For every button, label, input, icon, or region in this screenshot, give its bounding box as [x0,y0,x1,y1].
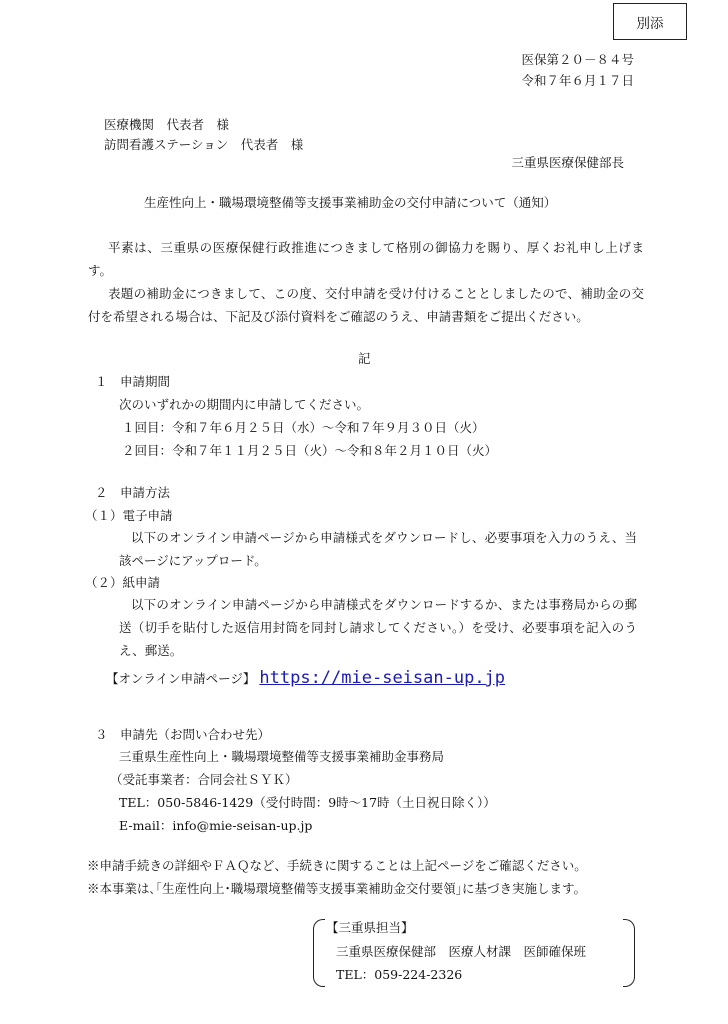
application-round-1: １回目：令和７年６月２５日（水）～令和７年９月３０日（火） [122,420,485,435]
section2-heading: ２ 申請方法 [95,485,171,500]
ki-heading: 記 [358,351,371,366]
sender: 三重県医療保健部長 [511,155,624,170]
electronic-application-body: 以下のオンライン申請ページから申請様式をダウンロードし、必要事項を入力のうえ、当該ページにアップロード。 [119,530,637,568]
contact-box-heading: 【三重県担当】 [326,920,414,935]
recipient-nursing-stations: 訪問看護ステーション 代表者 様 [104,137,304,152]
document-number: 医保第２０－８４号 [521,52,634,67]
note-guidelines: ※本事業は､｢生産性向上･職場環境整備等支援事業補助金交付要領｣に基づき実施します。 [87,881,587,896]
contractor-name: （受託事業者：合同会社ＳＹＫ） [110,772,298,787]
paper-application-heading: （２）紙申請 [85,575,161,590]
application-round-2: ２回目：令和７年１１月２５日（火）～令和８年２月１０日（火） [122,443,498,458]
section1-heading: １ 申請期間 [95,374,171,389]
contact-box-right-bracket [623,919,635,987]
section1-note: 次のいずれかの期間内に申請してください。 [119,397,370,412]
attachment-label [613,3,687,40]
attachment-label-text: 別添 [636,15,664,32]
contact-box-telephone: TEL：059-224-2326 [336,967,463,982]
note-faq: ※申請手続きの詳細やＦＡＱなど、手続きに関することは上記ページをご確認ください。 [87,858,587,873]
contact-box-left-bracket [313,919,325,987]
recipient-medical-institutions: 医療機関 代表者 様 [104,117,230,132]
intro-paragraph: 表題の補助金につきまして、この度、交付申請を受け付けることとしましたので、補助金の交付を希望される場合は、下記及び添付資料をご確認のうえ、申請書類をご提出ください。 [88,286,644,324]
online-application-line [106,668,505,688]
office-email: E-mail：info@mie-seisan-up.jp [119,818,313,833]
online-application-link[interactable]: https://mie-seisan-up.jp [259,668,506,688]
document-date: 令和７年６月１７日 [521,73,634,88]
contact-box-department: 三重県医療保健部 医療人材課 医師確保班 [336,944,587,959]
section3-heading: ３ 申請先（お問い合わせ先） [95,727,271,742]
subsidy-office-name: 三重県生産性向上・職場環境整備等支援事業補助金事務局 [119,749,445,764]
notice-title: 生産性向上・職場環境整備等支援事業補助金の交付申請について（通知） [144,195,557,210]
greeting-paragraph: 平素は、三重県の医療保健行政推進につきまして格別の御協力を賜り、厚くお礼申し上げます。 [88,240,644,278]
electronic-application-heading: （１）電子申請 [85,508,173,523]
paper-application-body: 以下のオンライン申請ページから申請様式をダウンロードするか、または事務局からの郵送（切手を貼付した返信用封筒を同封し請求してください。）を受け、必要事項を記入のうえ、郵送。 [119,597,637,658]
online-application-label: 【オンライン申請ページ】 [106,671,256,686]
office-telephone: TEL：050-5846-1429（受付時間：9時～17時（土日祝日除く）） [119,795,496,810]
